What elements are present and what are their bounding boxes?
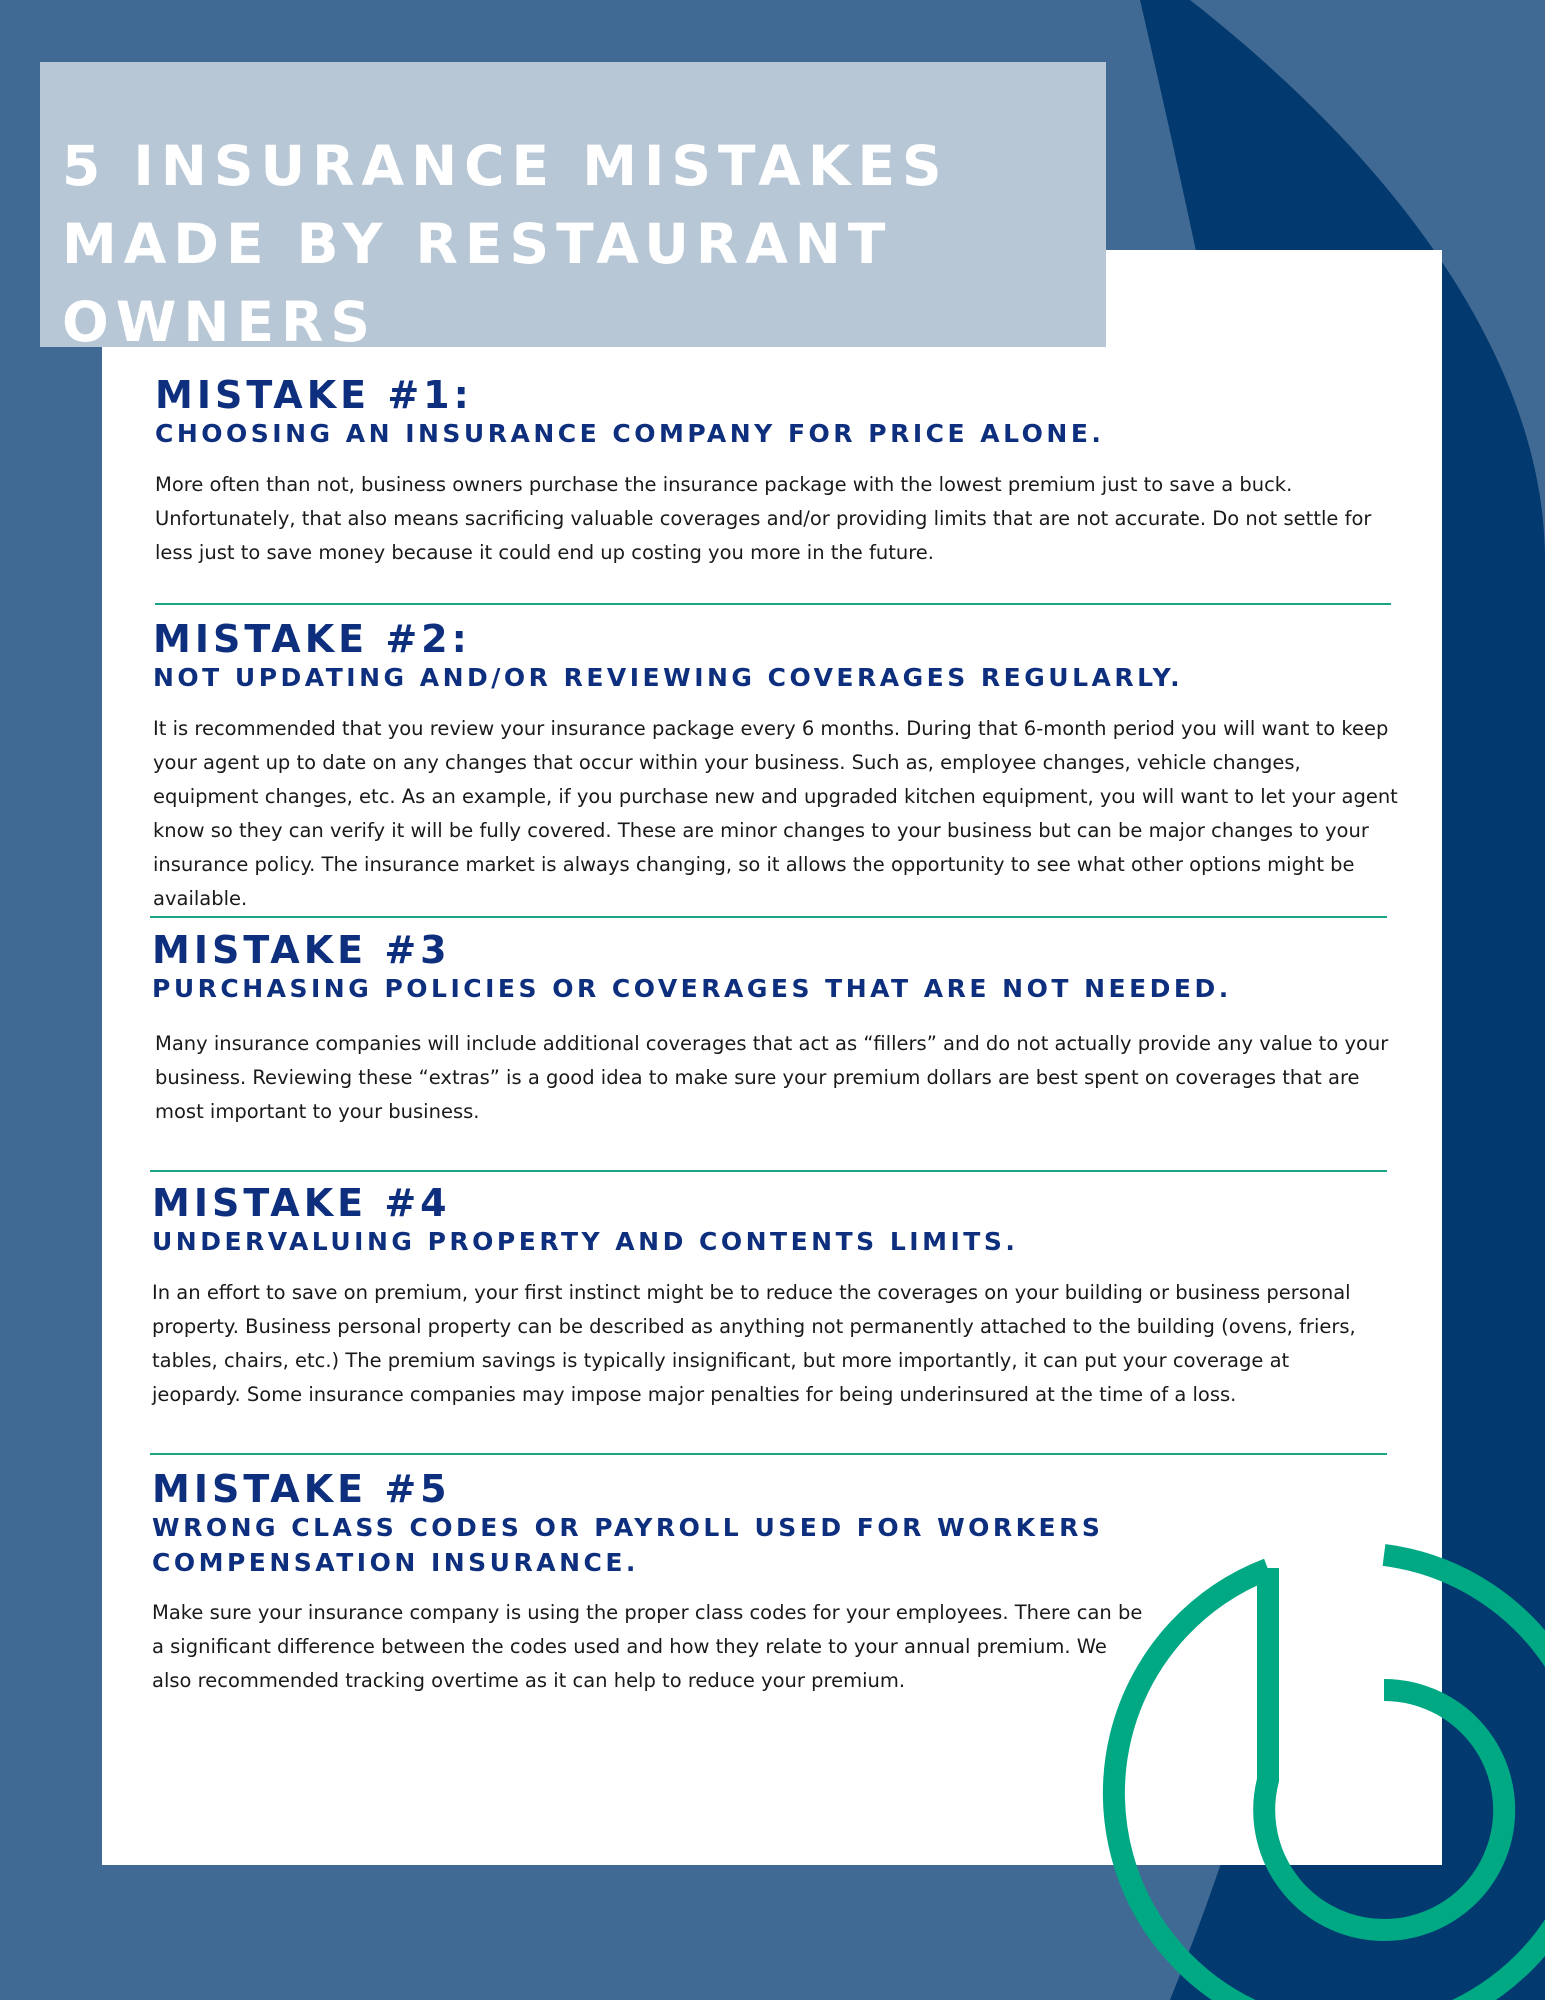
- mistake-title: CHOOSING AN INSURANCE COMPANY FOR PRICE ALONE.: [155, 419, 1105, 448]
- mistake-section-2: [153, 618, 1408, 916]
- section-divider: [150, 1453, 1387, 1455]
- mistake-title: WRONG CLASS CODES OR PAYROLL USED FOR WORKERS COMPENSATION INSURANCE.: [152, 1513, 1104, 1577]
- mistake-number: MISTAKE #4: [152, 1181, 451, 1225]
- mistake-section-4: [152, 1182, 1377, 1412]
- mistake-section-1: [155, 374, 1390, 570]
- mistake-number: MISTAKE #1:: [155, 373, 473, 417]
- mistake-body: Make sure your insurance company is using the proper class codes for your employees. There can be a significant difference between the codes used and how they relate to your annual premium. We also recommended tracking overtime as it can help to reduce your premium.: [152, 1601, 1143, 1692]
- title-banner: [40, 62, 1106, 354]
- mistake-body: More often than not, business owners purchase the insurance package with the lowest premium just to save a buck. Unfortunately, that also means sacrificing valuable coverages and/or providing limits that are not accurate. Do not settle for less just to save money because it could end up costing you more in the future.: [155, 473, 1372, 564]
- mistake-title: NOT UPDATING AND/OR REVIEWING COVERAGES REGULARLY.: [153, 663, 1184, 692]
- mistake-number: MISTAKE #2:: [153, 617, 471, 661]
- mistake-title: PURCHASING POLICIES OR COVERAGES THAT ARE NOT NEEDED.: [152, 974, 1232, 1003]
- mistake-section-5: [152, 1468, 1152, 1698]
- mistake-number: MISTAKE #3: [152, 928, 451, 972]
- mistake-body: In an effort to save on premium, your first instinct might be to reduce the coverages on your building or business personal property. Business personal property can be described as anything not permanently attached to the building (ovens, friers, tables, chairs, etc.) The premium savings is typically insignificant, but more importantly, it can put your coverage at jeopardy. Some insurance companies may impose major penalties for being underinsured at the time of a loss.: [152, 1281, 1356, 1406]
- section-divider: [150, 1170, 1387, 1172]
- section-divider: [155, 603, 1391, 605]
- mistake-body: Many insurance companies will include additional coverages that act as “fillers” and do not actually provide any value to your business. Reviewing these “extras” is a good idea to make sure your premium dollars are best spent on coverages that are most important to your business.: [155, 1032, 1389, 1123]
- section-divider: [150, 916, 1387, 918]
- page-title: 5 INSURANCE MISTAKES MADE BY RESTAURANT OWNERS: [62, 134, 949, 354]
- mistake-number: MISTAKE #5: [152, 1467, 451, 1511]
- mistake-title: UNDERVALUING PROPERTY AND CONTENTS LIMITS.: [152, 1227, 1019, 1256]
- mistake-body: It is recommended that you review your insurance package every 6 months. During that 6-month period you will want to keep your agent up to date on any changes that occur within your business. Such as, employee changes, vehicle changes, equipment changes, etc. As an example, if you purchase new and upgraded kitchen equipment, you will want to let your agent know so they can verify it will be fully covered. These are minor changes to your business but can be major changes to your insurance policy. The insurance market is always changing, so it allows the opportunity to see what other options might be available.: [153, 717, 1398, 910]
- mistake-section-3: [152, 929, 1392, 1129]
